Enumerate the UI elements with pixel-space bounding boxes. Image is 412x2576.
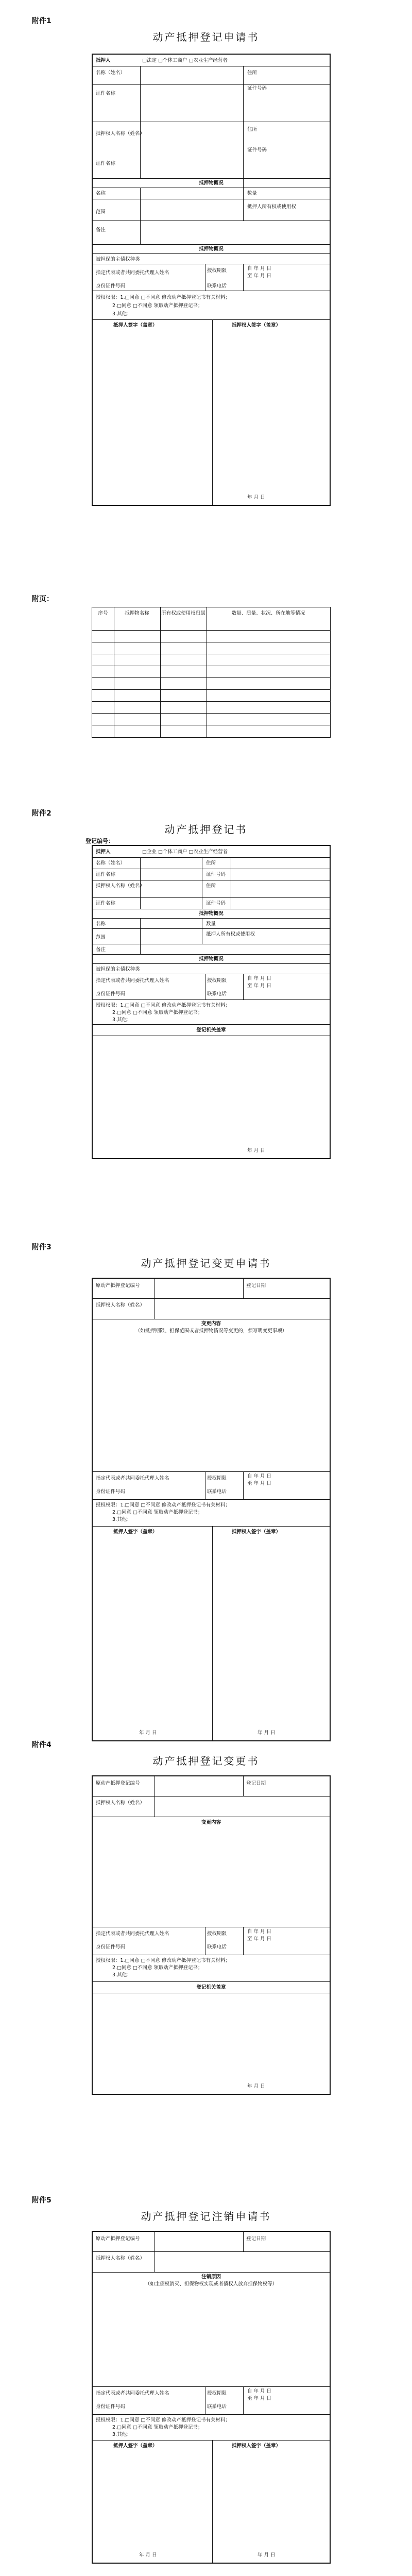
field-label: 抵押权人名称（姓名） <box>96 131 145 137</box>
auth-options: 3.其他： <box>112 1972 132 1978</box>
date-text: 自 年 月 日 <box>247 1473 272 1479</box>
field-label: 指定代表或者共同委托代理人姓名 <box>96 1931 169 1937</box>
date-text: 年 月 日 <box>258 2552 276 2558</box>
field-label: 联系电话 <box>207 991 227 997</box>
field-label: 身份证件号码 <box>96 283 126 289</box>
section-heading: 抵押物概况 <box>199 956 224 962</box>
table-header: 序号 <box>98 611 108 616</box>
date-text: 年 月 日 <box>258 1730 276 1736</box>
table-header: 抵押物名称 <box>125 611 149 616</box>
form-title: 动产抵押登记变更书 <box>152 1755 260 1767</box>
signature-label: 抵押权人签字（盖章） <box>232 1529 281 1535</box>
field-label: 被担保的主债权种类 <box>96 967 140 972</box>
registration-number-label: 登记编号： <box>85 838 114 844</box>
date-text: 自 年 月 日 <box>247 2388 272 2394</box>
field-label: 抵押人所有权或使用权 <box>247 204 297 210</box>
field-label: 抵押权人名称（姓名） <box>96 2256 145 2261</box>
hint-text: （如主债权消灭、担保物权实现或者债权人放弃担保物权等） <box>145 2281 278 2287</box>
field-label: 身份证件号码 <box>96 1489 126 1495</box>
field-label: 授权期限 <box>207 978 227 984</box>
field-label: 住所 <box>247 70 258 76</box>
section-heading: 抵押物概况 <box>199 246 224 252</box>
mortgagor-label: 抵押人 <box>96 849 111 855</box>
attachment-label: 附件3 <box>32 1243 52 1251</box>
field-label: 范围 <box>96 935 106 940</box>
section-heading: 抵押物概况 <box>199 911 224 917</box>
field-label: 住所 <box>247 127 258 132</box>
field-label: 指定代表或者共同委托代理人姓名 <box>96 978 169 984</box>
signature-label: 抵押人签字（盖章） <box>113 323 158 328</box>
date-text: 至 年 月 日 <box>247 273 272 279</box>
field-label: 原动产抵押登记编号 <box>96 1283 140 1289</box>
auth-options: 授权权限：1.□同意 □不同意 修改动产抵押登记书有关材料； <box>96 1003 231 1008</box>
field-label: 备注 <box>96 947 106 953</box>
auth-options: 3.其他： <box>112 311 132 317</box>
table-header: 数量、质量、状况、所在地等情况 <box>231 611 305 616</box>
date-text: 至 年 月 日 <box>247 1481 272 1486</box>
field-label: 名称 <box>96 191 106 196</box>
field-label: 数量 <box>206 921 216 927</box>
attachment-label: 附页： <box>32 595 54 603</box>
field-label: 抵押人所有权或使用权 <box>206 931 255 937</box>
field-label: 证件名称 <box>96 91 116 96</box>
mortgagor-label: 抵押人 <box>96 58 111 63</box>
field-label: 登记日期 <box>246 1283 266 1289</box>
field-label: 备注 <box>96 227 106 233</box>
field-label: 名称 <box>96 921 106 927</box>
field-label: 抵押权人名称（姓名） <box>96 1800 145 1806</box>
field-label: 名称（姓名） <box>96 70 126 76</box>
auth-options: 2.□同意 □不同意 领取动产抵押登记书； <box>112 1010 203 1015</box>
attachment-label: 附件2 <box>32 809 52 818</box>
field-label: 授权期限 <box>207 1931 227 1937</box>
field-label: 证件号码 <box>247 86 267 91</box>
field-label: 原动产抵押登记编号 <box>96 1781 140 1786</box>
form-title: 动产抵押登记变更申请书 <box>141 1257 271 1269</box>
field-label: 名称（姓名） <box>96 860 126 866</box>
field-label: 抵押权人名称（姓名） <box>96 1302 145 1308</box>
form-cancel-application <box>92 2231 331 2564</box>
date-text: 至 年 月 日 <box>247 1936 272 1942</box>
field-label: 授权期限 <box>207 2391 227 2396</box>
field-label: 证件名称 <box>96 901 116 906</box>
date-text: 年 月 日 <box>247 495 265 500</box>
field-label: 联系电话 <box>207 2404 227 2410</box>
field-label: 范围 <box>96 209 106 215</box>
section-heading: 变更内容 <box>201 1321 221 1327</box>
mortgagor-type-checks: □企业 □个体工商户 □农业生产经营者 <box>142 849 228 855</box>
date-text: 自 年 月 日 <box>247 976 272 981</box>
field-label: 联系电话 <box>207 1944 227 1950</box>
field-label: 证件号码 <box>247 147 267 153</box>
attachment-label: 附件5 <box>32 2196 52 2205</box>
attachment-label: 附件1 <box>32 17 52 25</box>
field-label: 登记日期 <box>246 2236 266 2242</box>
section-heading: 变更内容 <box>201 1820 221 1825</box>
field-label: 证件名称 <box>96 161 116 166</box>
seal-label: 登记机关盖章 <box>196 1985 226 1990</box>
form-change-application <box>92 1278 331 1741</box>
auth-options: 授权权限：1.□同意 □不同意 修改动产抵押登记书有关材料； <box>96 1958 231 1963</box>
auth-options[interactable]: 授权权限：1.□同意 □不同意 修改动产抵押登记书有关材料； <box>96 295 231 300</box>
auth-options: 授权权限：1.□同意 □不同意 修改动产抵押登记书有关材料； <box>96 1502 231 1508</box>
date-text: 至 年 月 日 <box>247 983 272 989</box>
field-label: 住所 <box>206 883 216 889</box>
date-text: 至 年 月 日 <box>247 2396 272 2401</box>
form-title: 动产抵押登记申请书 <box>152 31 260 43</box>
auth-options: 2.□同意 □不同意 领取动产抵押登记书； <box>112 2425 203 2430</box>
form-title: 动产抵押登记注销申请书 <box>141 2210 271 2223</box>
date-text: 年 月 日 <box>247 2083 265 2089</box>
field-label: 身份证件号码 <box>96 991 126 997</box>
signature-label: 抵押权人签字（盖章） <box>232 323 281 328</box>
form-change-registration <box>92 1775 331 2095</box>
date-text: 自 年 月 日 <box>247 1929 272 1935</box>
appendix-table <box>92 607 331 738</box>
field-label: 被担保的主债权种类 <box>96 257 140 262</box>
attachment-label: 附件4 <box>32 1741 52 1749</box>
auth-options: 授权权限：1.□同意 □不同意 修改动产抵押登记书有关材料； <box>96 2417 231 2423</box>
date-text: 年 月 日 <box>139 2552 157 2558</box>
field-label: 证件号码 <box>206 901 226 906</box>
field-label: 原动产抵押登记编号 <box>96 2236 140 2242</box>
section-heading: 抵押物概况 <box>199 180 224 186</box>
field-label: 抵押权人名称（姓名） <box>96 883 145 889</box>
form-title: 动产抵押登记书 <box>164 823 248 836</box>
auth-options: 2.□同意 □不同意 领取动产抵押登记书； <box>112 1510 203 1515</box>
signature-label: 抵押人签字（盖章） <box>113 1529 158 1535</box>
field-label: 证件名称 <box>96 872 116 877</box>
field-label: 授权期限 <box>207 268 227 274</box>
date-text: 自 年 月 日 <box>247 266 272 272</box>
field-label: 指定代表或者共同委托代理人姓名 <box>96 1476 169 1481</box>
field-label: 证件号码 <box>206 872 226 877</box>
mortgagor-type-checks[interactable]: □法定 □个体工商户 □农业生产经营者 <box>142 58 228 63</box>
auth-options: 3.其他： <box>112 1017 132 1023</box>
seal-label: 登记机关盖章 <box>196 1027 226 1033</box>
field-label: 住所 <box>206 860 216 866</box>
auth-options[interactable]: 2.□同意 □不同意 领取动产抵押登记书； <box>112 303 203 309</box>
form-registration <box>92 845 331 1159</box>
table-header: 所有权或使用权归属 <box>161 611 205 616</box>
date-text: 年 月 日 <box>139 1730 157 1736</box>
field-label: 身份证件号码 <box>96 2404 126 2410</box>
field-label: 指定代表或者共同委托代理人姓名 <box>96 270 169 276</box>
field-label: 授权期限 <box>207 1476 227 1481</box>
section-heading: 注销原因 <box>201 2274 221 2280</box>
auth-options: 3.其他： <box>112 1517 132 1522</box>
auth-options: 3.其他： <box>112 2432 132 2437</box>
signature-label: 抵押权人签字（盖章） <box>232 2443 281 2449</box>
field-label: 指定代表或者共同委托代理人姓名 <box>96 2391 169 2396</box>
field-label: 登记日期 <box>246 1781 266 1786</box>
form-application <box>92 54 331 506</box>
field-label: 联系电话 <box>207 1489 227 1495</box>
date-text: 年 月 日 <box>247 1148 265 1154</box>
field-label: 身份证件号码 <box>96 1944 126 1950</box>
signature-label: 抵押人签字（盖章） <box>113 2443 158 2449</box>
field-label: 联系电话 <box>207 283 227 289</box>
auth-options: 2.□同意 □不同意 领取动产抵押登记书； <box>112 1965 203 1971</box>
field-label: 数量 <box>247 191 258 196</box>
hint-text: （如抵押期限、担保范围或者抵押物情况等变更的，须写明变更事项） <box>135 1328 287 1334</box>
